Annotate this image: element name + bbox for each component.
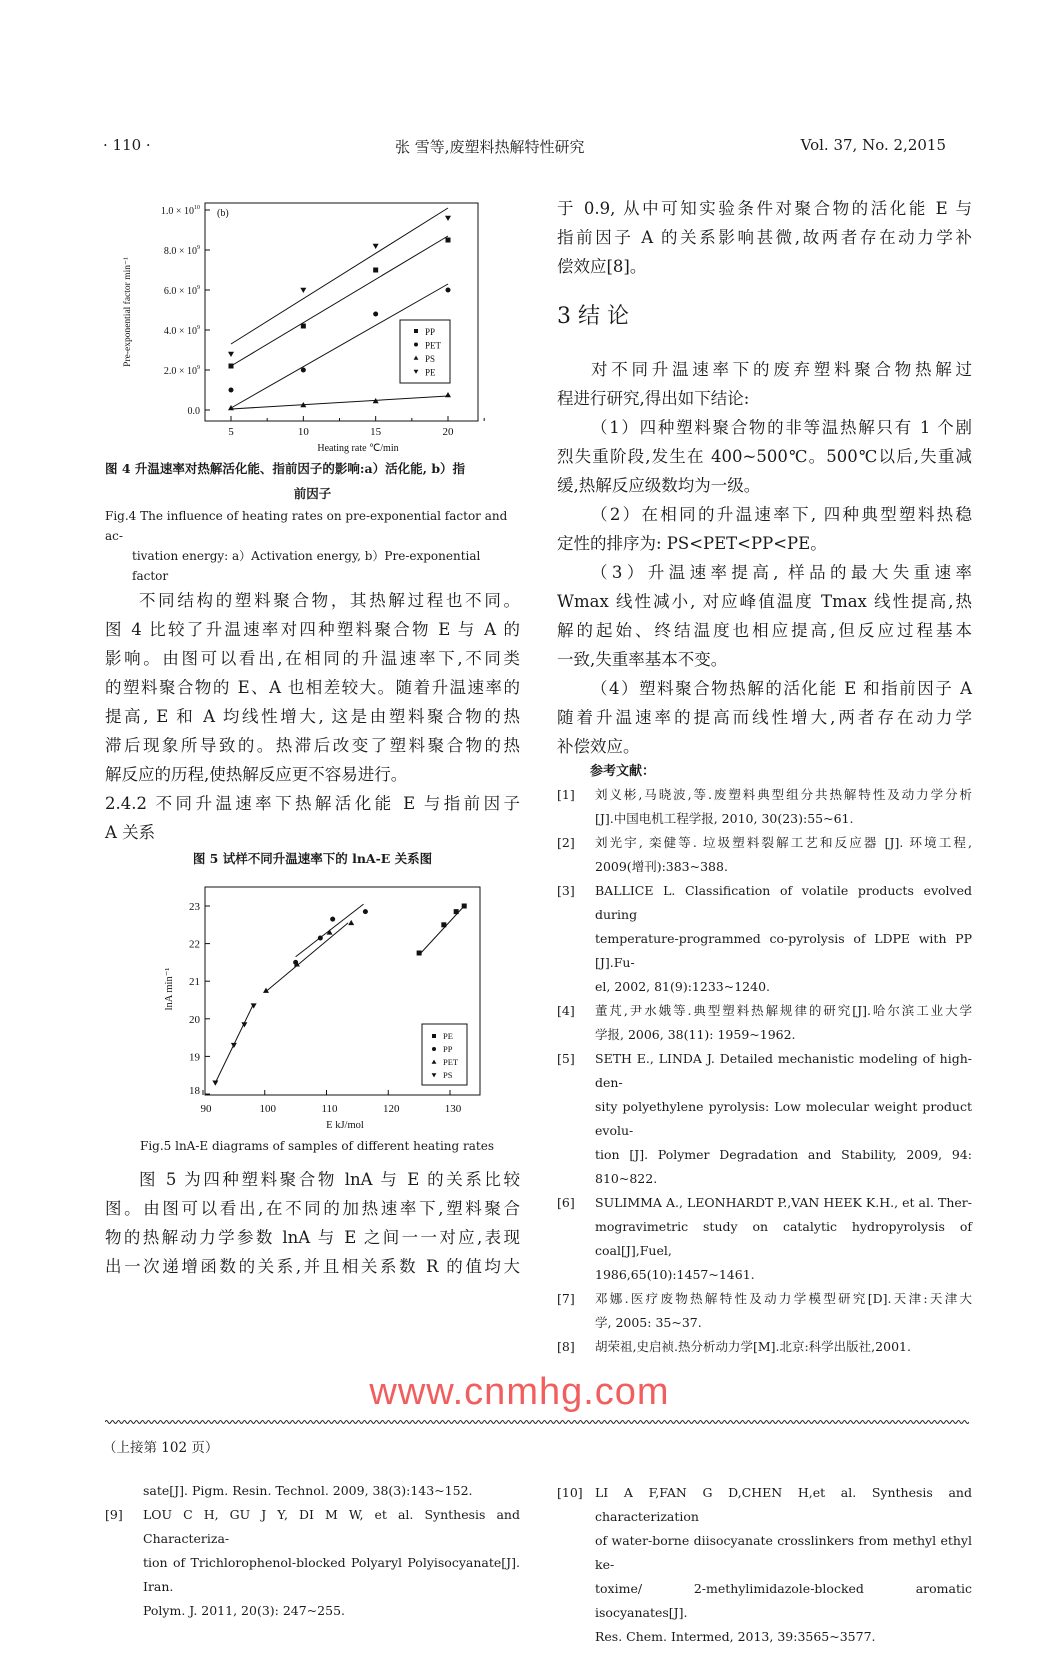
reference-text	[143, 1503, 520, 1623]
running-title: 张 雪等,废塑料热解特性研究	[395, 138, 585, 156]
paragraph-fig4-discussion	[105, 586, 520, 789]
conclusion-intro	[557, 355, 972, 413]
text-line: 的塑料聚合物的 E、A 也相差较大。随着升温速率的	[105, 678, 520, 697]
reference-text	[595, 831, 972, 879]
x-axis-label: Heating rate ℃/min	[317, 443, 399, 454]
reference-line: BALLICE L. Classification of volatile products evolved during	[595, 883, 972, 922]
reference-line: of water-borne diisocyanate crosslinkers from methyl ethyl ke-	[595, 1533, 972, 1572]
y-tick-label	[164, 285, 200, 297]
reference-line: 刘义彬,马晓波,等.废塑料典型组分共热解特性及动力学分析	[595, 787, 972, 802]
y-tick-mantissa: 0.0	[187, 406, 200, 417]
data-point-pe	[228, 352, 234, 357]
continued-references	[105, 1479, 972, 1669]
legend-label: PP	[443, 1044, 453, 1054]
data-point-pe	[441, 922, 446, 927]
data-point-pp	[446, 238, 451, 243]
reference-line: tion [J]. Polymer Degradation and Stability, 2009, 94: 810~822.	[595, 1147, 972, 1186]
data-point-pet	[446, 288, 451, 293]
paragraph-fig5-discussion	[105, 1165, 520, 1281]
text-line: 图。由图可以看出,在不同的加热速率下,塑料聚合	[105, 1199, 520, 1218]
reference-line: 刘光宇, 栾健等. 垃圾塑料裂解工艺和反应器 [J]. 环境工程,	[595, 835, 972, 850]
reference-line: Polym. J. 2011, 20(3): 247~255.	[143, 1603, 345, 1618]
reference-text	[595, 1335, 972, 1359]
data-point-pet	[301, 368, 306, 373]
figure-4-caption-en-line1: Fig.4 The influence of heating rates on pre-exponential factor and ac-	[105, 509, 508, 543]
x-tick-label: 20	[442, 426, 454, 438]
x-tick-label: 5	[228, 426, 234, 438]
x-tick-label: 15	[370, 426, 382, 438]
data-point-pp	[330, 917, 335, 922]
y-tick-label: 22	[189, 938, 200, 951]
reference-item	[557, 1481, 972, 1649]
reference-line: LOU C H, GU J Y, DI M W, et al. Synthesis and Characteriza-	[143, 1507, 520, 1546]
y-tick-exponent: 10	[194, 205, 200, 211]
section-heading-conclusion: 3 结 论	[557, 304, 629, 329]
y-tick-mantissa: 2.0 × 10	[163, 366, 197, 377]
y-tick-label: 23	[189, 901, 200, 913]
reference-line: el, 2002, 81(9):1233~1240.	[595, 979, 770, 994]
legend-label: PET	[425, 340, 442, 351]
text-line: 物的热解动力学参数 lnA 与 E 之间一一对应,表现	[105, 1228, 520, 1247]
y-tick-mantissa: 1.0 × 10	[160, 206, 194, 217]
conclusion-item-3	[557, 558, 972, 674]
continued-from-note: （上接第 102 页）	[103, 1440, 219, 1456]
reference-number: [3]	[557, 883, 575, 898]
text-line: 图 5 为四种塑料聚合物 lnA 与 E 的关系比较	[139, 1170, 520, 1189]
reference-text	[143, 1479, 520, 1503]
section-heading-2-4-2	[105, 789, 520, 847]
y-tick-label	[164, 245, 200, 257]
left-column	[105, 194, 520, 1359]
text-line: 滞后现象所导致的。热滞后改变了塑料聚合物的热	[105, 736, 520, 755]
reference-line: temperature-programmed co-pyrolysis of LDPE with PP [J].Fu-	[595, 931, 972, 970]
reference-item	[557, 1047, 972, 1191]
x-tick-label: 110	[321, 1103, 338, 1115]
text-line: 一致,失重率基本不变。	[557, 650, 728, 669]
reference-line: 董芃,尹水娥等.典型塑料热解规律的研究[J].哈尔滨工业大学	[595, 1003, 972, 1018]
text-line: 解的起始、终结温度也相应提高,但反应过程基本	[557, 621, 972, 640]
y-axis-label: Pre-exponential factor min⁻¹	[123, 257, 133, 367]
two-column-body	[105, 194, 972, 1359]
text-line: Wmax 线性减小, 对应峰值温度 Tmax 线性提高,热	[557, 592, 972, 611]
reference-line: 2009(增刊):383~388.	[595, 859, 728, 874]
y-axis-label: lnA min⁻¹	[164, 967, 175, 1011]
reference-line: 邓娜.医疗废物热解特性及动力学模型研究[D].天津:天津大	[595, 1291, 972, 1306]
text-line: 烈失重阶段,发生在 400~500℃。500℃以后,失重减	[557, 447, 972, 466]
legend-marker-pet	[414, 343, 418, 347]
y-tick-label	[161, 205, 200, 217]
y-tick-label	[188, 406, 201, 417]
continued-references-left	[105, 1479, 520, 1649]
data-point-pe	[373, 244, 379, 249]
legend-label: PP	[425, 327, 436, 337]
y-tick-mantissa: 6.0 × 10	[163, 286, 197, 297]
text-line: 出一次递增函数的关系,并且相关系数 R 的值均大	[105, 1257, 520, 1276]
x-tick-label: 10	[297, 426, 309, 438]
panel-label: (b)	[217, 208, 229, 219]
reference-text	[595, 999, 972, 1047]
text-line: 于 0.9, 从中可知实验条件对聚合物的活化能 E 与	[557, 199, 972, 218]
right-column	[557, 194, 972, 1359]
reference-line: SULIMMA A., LEONHARDT P.,VAN HEEK K.H., et al. Ther-	[595, 1195, 972, 1210]
x-axis-label: E kJ/mol	[326, 1120, 364, 1131]
reference-text	[595, 1047, 972, 1191]
legend-marker-pe	[432, 1034, 436, 1038]
reference-number: [7]	[557, 1291, 575, 1306]
reference-line: tion of Trichlorophenol-blocked Polyaryl Polyisocyanate[J]. Iran.	[143, 1555, 520, 1594]
figure-5-caption: Fig.5 lnA-E diagrams of samples of different heating rates	[140, 1139, 495, 1153]
text-line: 2.4.2 不同升温速率下热解活化能 E 与指前因子	[105, 794, 520, 813]
figure-4-caption-zh-line1: 图 4 升温速率对热解活化能、指前因子的影响:a）活化能, b）指	[105, 461, 466, 476]
data-point-pp	[229, 364, 234, 369]
journal-volume: Vol. 37, No. 2,2015	[800, 136, 946, 154]
reference-number: [6]	[557, 1195, 575, 1210]
reference-item	[105, 1479, 520, 1503]
data-point-pe	[417, 951, 422, 956]
data-point-pp	[363, 909, 368, 914]
reference-number: [4]	[557, 1003, 575, 1018]
text-line: 指前因子 A 的关系影响甚微,故两者存在动力学补	[557, 228, 972, 247]
plot-frame	[205, 203, 478, 421]
reference-line: Res. Chem. Intermed, 2013, 39:3565~3577.	[595, 1629, 876, 1644]
reference-item	[557, 1191, 972, 1287]
reference-item	[557, 1335, 972, 1359]
text-line: 定性的排序为: PS<PET<PP<PE。	[557, 534, 827, 553]
reference-line: 胡荣祖,史启祯.热分析动力学[M].北京:科学出版社,2001.	[595, 1339, 911, 1354]
data-point-pe	[300, 288, 306, 293]
conclusion-item-1	[557, 413, 972, 500]
y-tick-label: 21	[189, 976, 200, 989]
data-point-pp	[318, 935, 323, 940]
text-line: （2）在相同的升温速率下, 四种典型塑料热稳	[591, 505, 972, 524]
conclusion-item-2	[557, 500, 972, 558]
legend-marker-pp	[414, 329, 418, 333]
x-tick-label: 100	[259, 1103, 276, 1115]
reference-line: mogravimetric study on catalytic hydropyrolysis of coal[J],Fuel,	[595, 1219, 972, 1258]
data-point-ps	[231, 1043, 237, 1048]
figure-5-chart	[100, 869, 530, 1134]
y-tick-label	[164, 325, 200, 337]
reference-item	[557, 999, 972, 1047]
text-line: （1）四种塑料聚合物的非等温热解只有 1 个剧	[591, 418, 972, 437]
text-line: 缓,热解反应级数均为一级。	[557, 476, 761, 495]
references-heading: 参考文献：	[590, 764, 656, 779]
text-line: 提高, E 和 A 均线性增大, 这是由塑料聚合物的热	[105, 707, 520, 726]
text-line: 对不同升温速率下的废弃塑料聚合物热解过	[591, 360, 972, 379]
reference-text	[595, 1287, 972, 1335]
reference-item	[557, 879, 972, 999]
page-number: · 110 ·	[103, 136, 151, 154]
figure-4-caption-zh-line2: 前因子	[293, 486, 332, 501]
legend-label: PE	[425, 367, 436, 378]
x-tick-label: 130	[444, 1103, 462, 1115]
data-point-ps	[228, 405, 234, 410]
x-tick-label: 120	[383, 1103, 400, 1115]
reference-number: [10]	[557, 1485, 583, 1500]
fit-line-pet	[265, 923, 348, 993]
reference-line: SETH E., LINDA J. Detailed mechanistic modeling of high-den-	[595, 1051, 972, 1090]
text-line: 图 4 比较了升温速率对四种塑料聚合物 E 与 A 的	[105, 620, 520, 639]
reference-text	[595, 879, 972, 999]
text-line: 补偿效应。	[557, 737, 640, 756]
reference-line: LI A F,FAN G D,CHEN H,et al. Synthesis and characterization	[595, 1485, 972, 1524]
data-point-pe	[445, 216, 451, 221]
paragraph-continuation	[557, 194, 972, 281]
watermark: www.cnmhg.com	[369, 1371, 670, 1413]
figure-4-chart	[100, 195, 530, 455]
fit-line-ps	[231, 396, 448, 409]
y-tick-mantissa: 4.0 × 10	[163, 326, 197, 337]
reference-item	[557, 831, 972, 879]
y-tick-exponent: 9	[197, 365, 200, 371]
reference-item	[557, 1287, 972, 1335]
y-tick-label: 18	[189, 1085, 200, 1097]
reference-number: [2]	[557, 835, 575, 850]
text-line: 偿效应[8]。	[557, 257, 647, 276]
legend-label: PS	[443, 1070, 453, 1080]
data-point-pet	[229, 388, 234, 393]
data-point-ps	[445, 392, 451, 397]
data-point-pp	[373, 268, 378, 273]
text-line: 随着升温速率的提高而线性增大,两者存在动力学	[557, 708, 972, 727]
data-point-pet	[373, 312, 378, 317]
y-tick-exponent: 9	[197, 245, 200, 251]
conclusion-item-4	[557, 674, 972, 761]
figure-5-title: 图 5 试样不同升温速率下的 lnA-E 关系图	[192, 851, 433, 866]
reference-line: 1986,65(10):1457~1461.	[595, 1267, 755, 1282]
x-tick-label: 90	[200, 1103, 212, 1115]
reference-line: sity polyethylene pyrolysis: Low molecular weight product evolu-	[595, 1099, 972, 1138]
text-line: 解反应的历程,使热解反应更不容易进行。	[105, 765, 408, 784]
reference-text	[595, 783, 972, 831]
reference-item	[557, 783, 972, 831]
text-line: （3）升温速率提高, 样品的最大失重速率	[591, 563, 972, 582]
wavy-divider	[105, 1417, 969, 1427]
data-point-ps	[212, 1080, 218, 1085]
text-line: A 关系	[105, 823, 156, 842]
reference-number: [9]	[105, 1507, 123, 1522]
reference-line: 学报, 2006, 38(11): 1959~1962.	[595, 1027, 796, 1042]
reference-line: sate[J]. Pigm. Resin. Technol. 2009, 38(3):143~152.	[143, 1483, 473, 1498]
reference-item	[105, 1503, 520, 1623]
reference-line: 学, 2005: 35~37.	[595, 1315, 702, 1330]
text-line: 影响。由图可以看出,在相同的升温速率下,不同类	[105, 649, 520, 668]
reference-line: [J].中国电机工程学报, 2010, 30(23):55~61.	[595, 811, 854, 826]
reference-line: toxime/ 2-methylimidazole-blocked aromatic isocyanates[J].	[595, 1581, 972, 1620]
data-point-pe	[462, 904, 467, 909]
reference-number: [1]	[557, 787, 575, 802]
references-list	[557, 783, 972, 1359]
reference-text	[595, 1481, 972, 1649]
reference-number: [8]	[557, 1339, 575, 1354]
data-point-pet	[348, 920, 354, 925]
y-tick-exponent: 9	[197, 285, 200, 291]
legend-label: PE	[443, 1031, 453, 1041]
legend-marker-pp	[432, 1047, 436, 1051]
figure-4-caption-en-line2: tivation energy: a）Activation energy, b）Pre-exponential factor	[132, 549, 481, 583]
text-line: 程进行研究,得出如下结论:	[557, 389, 750, 408]
reference-text	[595, 1191, 972, 1287]
y-tick-label	[164, 365, 200, 377]
continued-references-right	[557, 1479, 972, 1649]
text-line: （4）塑料聚合物热解的活化能 E 和指前因子 A	[591, 679, 972, 698]
text-line: 不同结构的塑料聚合物，其热解过程也不同。	[139, 591, 520, 610]
y-tick-label: 20	[189, 1013, 200, 1026]
legend-label: PET	[443, 1057, 459, 1067]
reference-number: [5]	[557, 1051, 575, 1066]
y-tick-mantissa: 8.0 × 10	[163, 246, 197, 257]
data-point-pp	[301, 324, 306, 329]
data-point-pe	[454, 909, 459, 914]
legend-label: PS	[425, 354, 436, 364]
y-tick-exponent: 9	[197, 325, 200, 331]
y-tick-label: 19	[189, 1051, 200, 1064]
